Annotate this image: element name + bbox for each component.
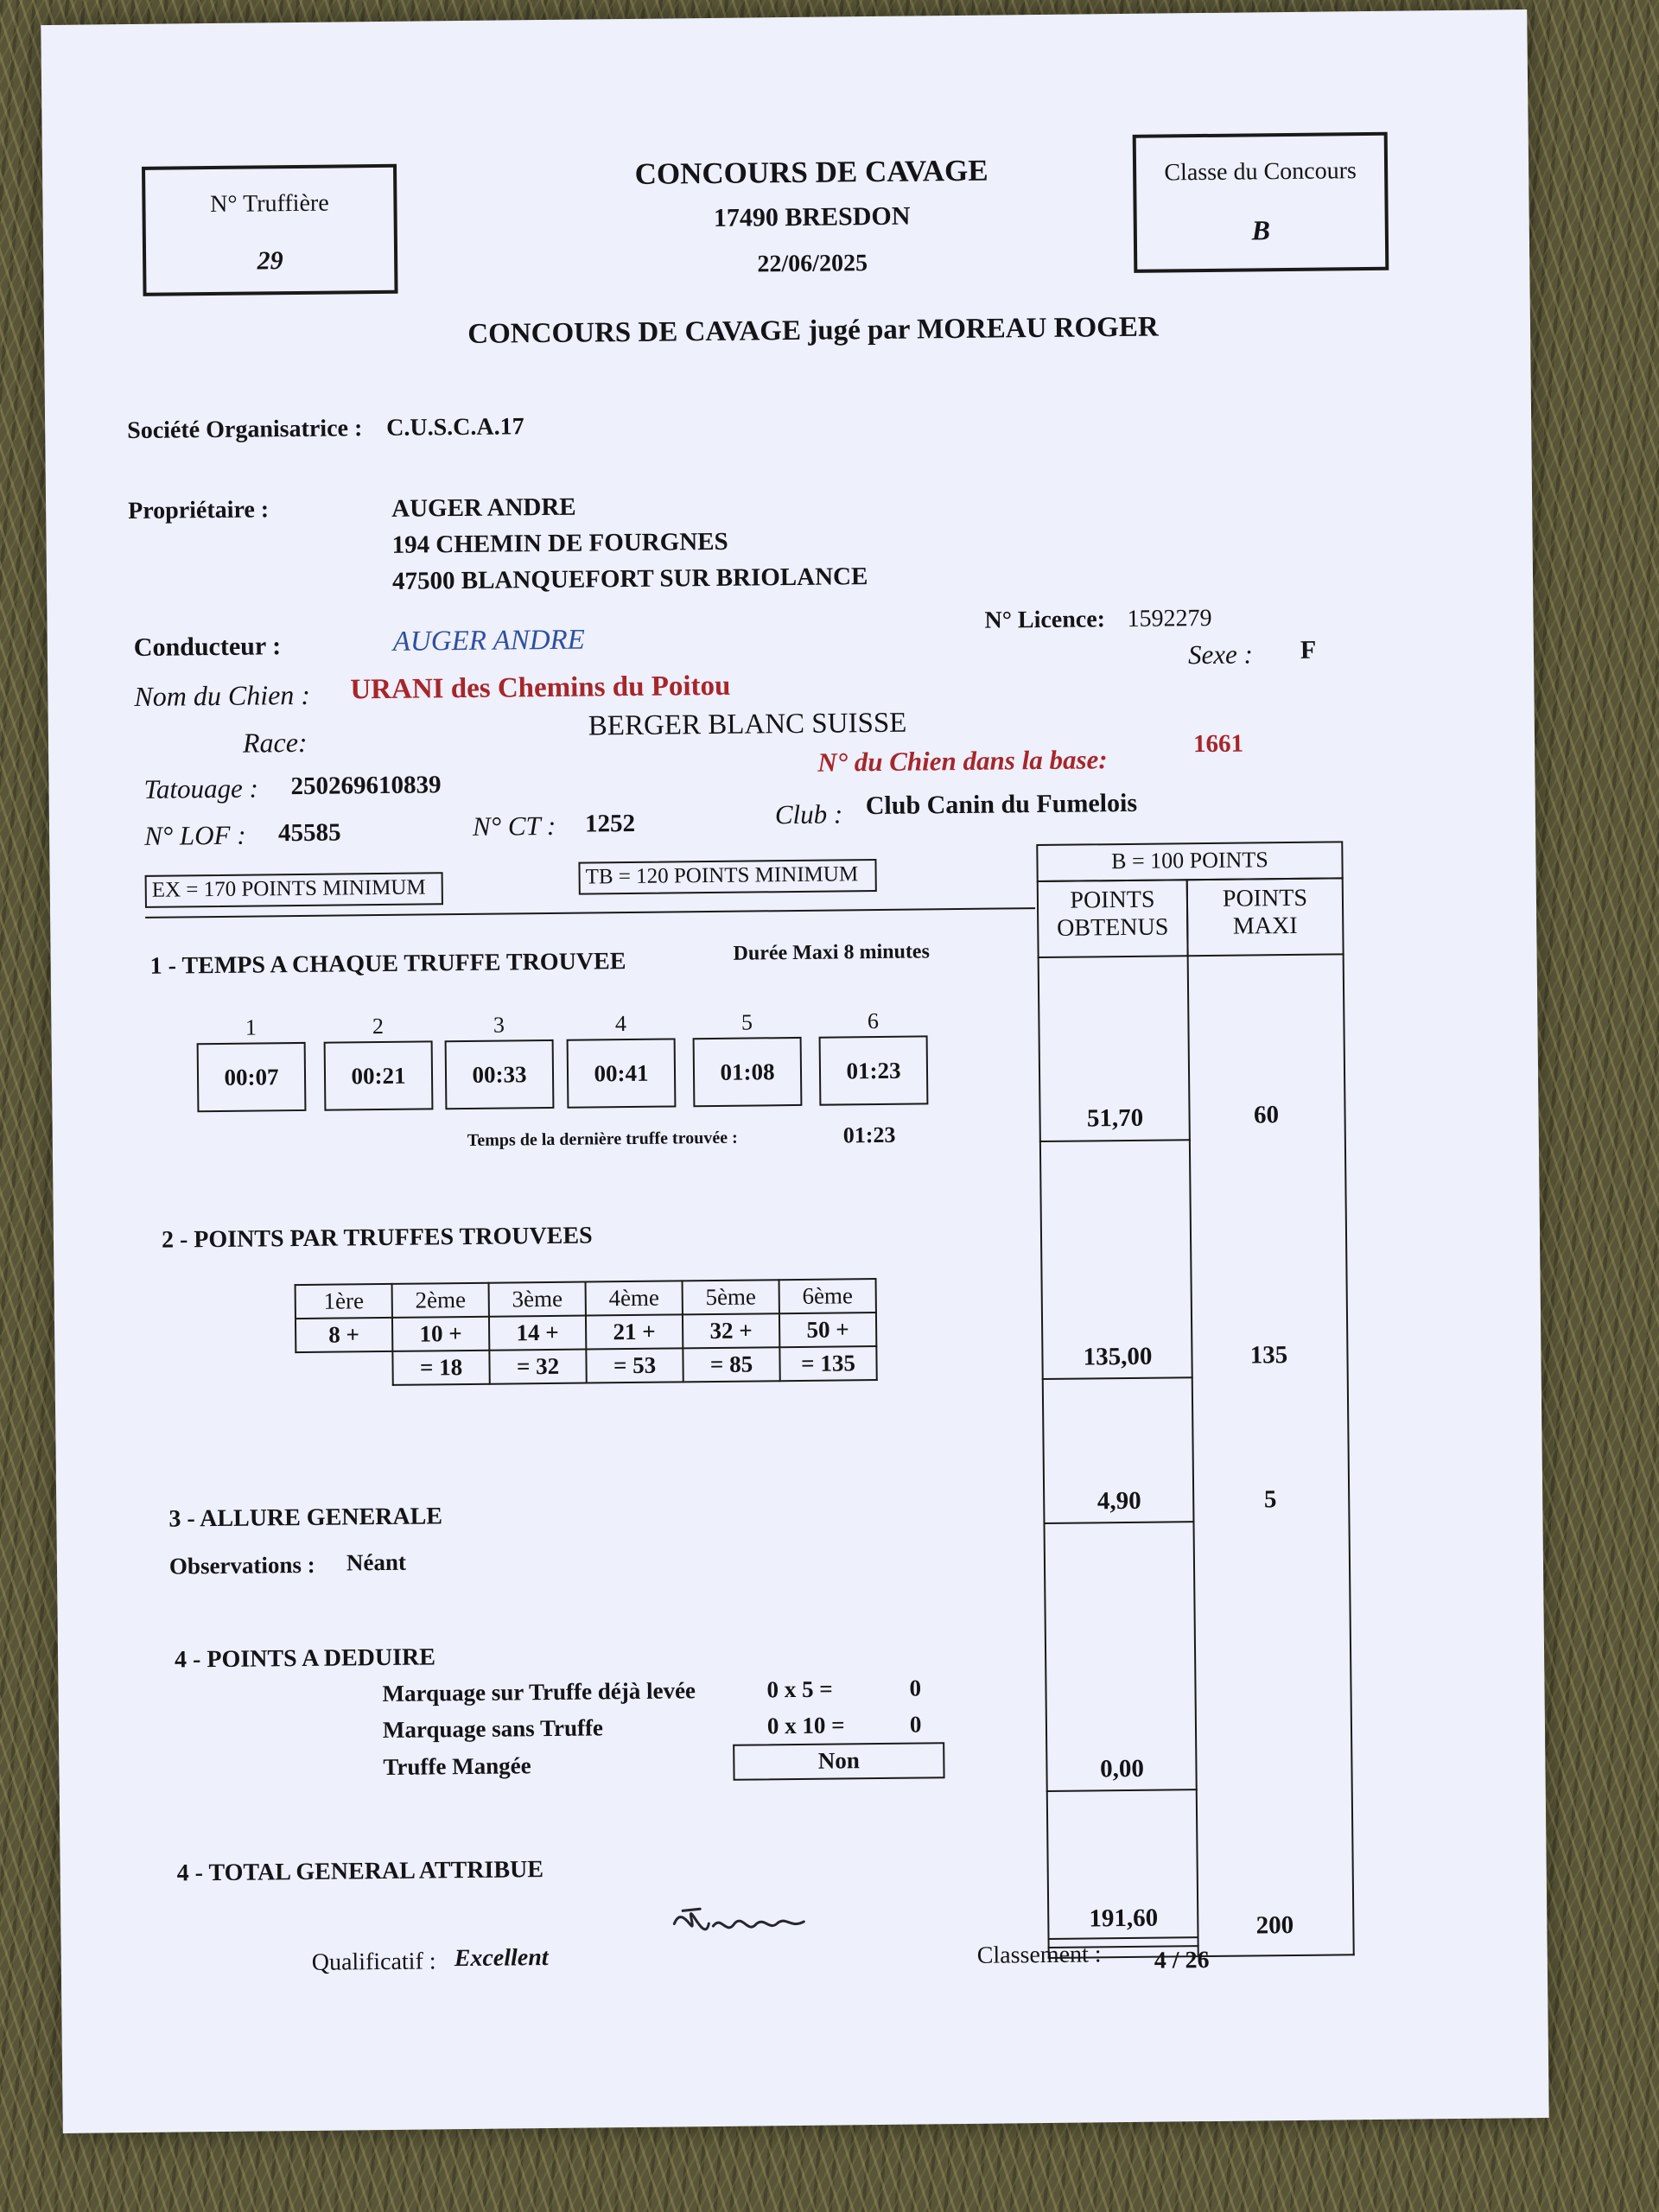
- time-number-3: 3: [493, 1012, 505, 1038]
- deduction-row2-value: 0: [909, 1711, 922, 1738]
- contest-date: 22/06/2025: [757, 250, 868, 278]
- race-label: Race:: [242, 726, 308, 759]
- deduction-row2-calc: 0 x 10 =: [766, 1712, 845, 1739]
- section1-duree: Durée Maxi 8 minutes: [733, 940, 930, 965]
- section3-max: 5: [1263, 1485, 1277, 1514]
- truffiere-value: 29: [257, 246, 283, 276]
- contest-title: CONCOURS DE CAVAGE: [634, 153, 988, 191]
- score-sheet: [41, 10, 1548, 2133]
- divider-total-a: [1048, 1936, 1199, 1940]
- divider-3: [1043, 1521, 1194, 1524]
- last-truffle-label: Temps de la dernière truffe trouvée :: [467, 1128, 738, 1150]
- societe-value: C.U.S.C.A.17: [386, 413, 524, 442]
- qualificatif-value: Excellent: [454, 1944, 549, 1973]
- sexe-label: Sexe :: [1187, 639, 1254, 671]
- time-number-6: 6: [867, 1007, 880, 1034]
- points-header-5: 5ème: [683, 1280, 779, 1314]
- points-value-6: 50 +: [779, 1313, 876, 1347]
- divider-2: [1042, 1376, 1193, 1380]
- points-obtenus-header: [1037, 879, 1189, 958]
- points-value-3: 14 +: [489, 1316, 586, 1351]
- time-number-5: 5: [741, 1009, 753, 1035]
- classement-value: 4 / 26: [1154, 1947, 1210, 1974]
- points-header-3: 3ème: [489, 1282, 586, 1317]
- ex-minimum-text: EX = 170 POINTS MINIMUM: [151, 875, 426, 902]
- points-value-2: 10 +: [392, 1317, 489, 1351]
- chien-value: URANI des Chemins du Poitou: [350, 670, 731, 706]
- deduction-row2-label: Marquage sans Truffe: [382, 1714, 604, 1744]
- b-points-box: [1036, 841, 1343, 882]
- classe-label: Classe du Concours: [1164, 157, 1357, 187]
- points-maxi-label: POINTS MAXI: [1222, 884, 1308, 940]
- points-table: [295, 1278, 878, 1387]
- time-box-3: 00:33: [445, 1039, 555, 1109]
- points-cumul-2: = 18: [392, 1351, 489, 1385]
- time-box-1: 00:07: [197, 1042, 307, 1112]
- section3-score: 4,90: [1096, 1486, 1141, 1516]
- points-header-4: 4ème: [586, 1281, 683, 1315]
- points-cumul-6: = 135: [779, 1346, 876, 1381]
- total-max: 200: [1255, 1911, 1294, 1940]
- classement-label: Classement :: [976, 1941, 1102, 1969]
- points-maxi-header: [1186, 877, 1344, 957]
- ex-minimum-box: [145, 872, 443, 908]
- qualificatif-label: Qualificatif :: [311, 1948, 436, 1976]
- deduction-row1-label: Marquage sur Truffe déjà levée: [382, 1677, 696, 1707]
- proprietaire-label: Propriétaire :: [128, 496, 270, 525]
- divider-4: [1046, 1789, 1198, 1792]
- truffe-mangee-box: [733, 1742, 944, 1781]
- column-right-edge: [1343, 953, 1355, 1955]
- points-header-1: 1ère: [296, 1284, 392, 1319]
- b-points-text: B = 100 POINTS: [1111, 847, 1268, 874]
- proprietaire-name: AUGER ANDRE: [391, 493, 576, 523]
- tatouage-label: Tatouage :: [143, 772, 259, 804]
- section2-max: 135: [1249, 1341, 1288, 1370]
- chien-label: Nom du Chien :: [134, 678, 311, 712]
- time-number-2: 2: [372, 1013, 385, 1039]
- last-truffle-value: 01:23: [842, 1122, 896, 1148]
- conducteur-value: AUGER ANDRE: [392, 624, 586, 658]
- divider-1: [1039, 1139, 1191, 1142]
- race-value: BERGER BLANC SUISSE: [588, 707, 907, 742]
- section2-title: 2 - POINTS PAR TRUFFES TROUVEES: [161, 1222, 593, 1254]
- header-rule: [145, 907, 1035, 918]
- points-cumul-4: = 53: [586, 1348, 683, 1382]
- proprietaire-address-1: 194 CHEMIN DE FOURGNES: [391, 527, 728, 559]
- points-value-5: 32 +: [683, 1313, 779, 1348]
- tb-minimum-text: TB = 120 POINTS MINIMUM: [585, 862, 859, 889]
- truffiere-label: N° Truffière: [210, 189, 329, 219]
- deduction-row1-calc: 0 x 5 =: [766, 1675, 833, 1703]
- judge-line: CONCOURS DE CAVAGE jugé par MOREAU ROGER: [467, 311, 1159, 350]
- deduction-row3-label: Truffe Mangée: [383, 1752, 531, 1781]
- judge-signature: [665, 1892, 813, 1955]
- base-label: N° du Chien dans la base:: [817, 744, 1108, 778]
- points-value-4: 21 +: [586, 1314, 683, 1349]
- observations-label: Observations :: [168, 1551, 315, 1580]
- lof-label: N° LOF :: [143, 819, 246, 851]
- section2-score: 135,00: [1083, 1342, 1153, 1371]
- observations-value: Néant: [346, 1548, 407, 1576]
- contest-location: 17490 BRESDON: [713, 201, 911, 232]
- club-value: Club Canin du Fumelois: [865, 788, 1138, 821]
- sexe-value: F: [1300, 635, 1317, 664]
- section4-title: 4 - POINTS A DEDUIRE: [174, 1643, 436, 1674]
- points-obtenus-label: POINTS OBTENUS: [1057, 886, 1169, 942]
- tb-minimum-box: [578, 859, 876, 895]
- points-cumul-empty: [296, 1351, 392, 1386]
- total-score: 191,60: [1089, 1904, 1159, 1933]
- section3-title: 3 - ALLURE GENERALE: [168, 1503, 443, 1533]
- proprietaire-address-2: 47500 BLANQUEFORT SUR BRIOLANCE: [391, 563, 868, 595]
- societe-label: Société Organisatrice :: [127, 415, 363, 445]
- conducteur-label: Conducteur :: [133, 632, 282, 662]
- lof-value: 45585: [277, 818, 341, 848]
- section1-title: 1 - TEMPS A CHAQUE TRUFFE TROUVEE: [149, 948, 626, 980]
- classe-box: [1133, 132, 1389, 273]
- section1-max: 60: [1253, 1101, 1280, 1129]
- points-cumul-3: = 32: [489, 1350, 586, 1384]
- time-box-5: 01:08: [693, 1037, 803, 1107]
- club-label: Club :: [774, 798, 843, 830]
- time-box-2: 00:21: [324, 1040, 434, 1110]
- points-value-1: 8 +: [296, 1318, 392, 1352]
- time-box-4: 00:41: [567, 1038, 677, 1108]
- classe-value: B: [1251, 214, 1271, 246]
- points-cumul-5: = 85: [683, 1347, 779, 1382]
- points-header-6: 6ème: [779, 1279, 876, 1313]
- points-table-cumul-row: [296, 1346, 876, 1386]
- time-number-4: 4: [614, 1011, 627, 1037]
- time-number-1: 1: [245, 1014, 257, 1040]
- time-box-6: 01:23: [819, 1035, 929, 1105]
- points-header-2: 2ème: [392, 1283, 489, 1318]
- tatouage-value: 250269610839: [290, 771, 442, 801]
- base-value: 1661: [1192, 729, 1244, 759]
- truffe-mangee-value: Non: [817, 1747, 861, 1774]
- truffiere-box: [142, 164, 398, 296]
- section4-score: 0,00: [1099, 1754, 1145, 1783]
- deduction-row1-value: 0: [909, 1675, 922, 1701]
- section1-score: 51,70: [1086, 1103, 1144, 1133]
- licence-label: N° Licence:: [984, 606, 1106, 634]
- ct-value: 1252: [584, 809, 636, 838]
- ct-label: N° CT :: [472, 810, 556, 842]
- total-title: 4 - TOTAL GENERAL ATTRIBUE: [176, 1856, 544, 1887]
- licence-value: 1592279: [1127, 604, 1212, 632]
